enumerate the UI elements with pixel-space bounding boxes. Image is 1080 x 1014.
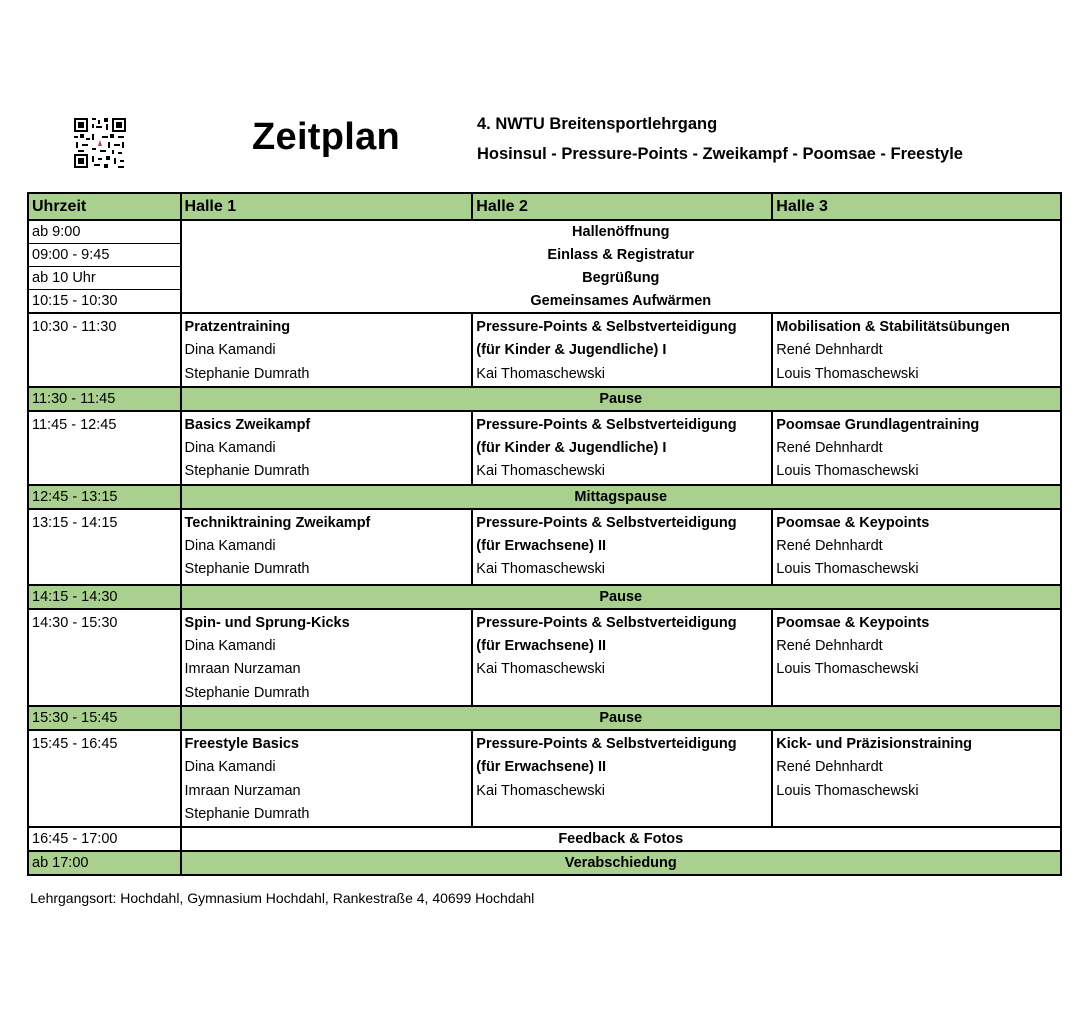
session-row bbox=[28, 509, 1061, 585]
trainer-name: Dina Kamandi bbox=[184, 342, 276, 359]
trainer-name: René Dehnhardt bbox=[776, 538, 883, 555]
break-label: Pause bbox=[181, 387, 1061, 411]
time-cell: ab 17:00 bbox=[28, 851, 181, 875]
break-label: Pause bbox=[181, 706, 1061, 730]
time-cell: 11:45 - 12:45 bbox=[28, 411, 181, 485]
time-cell: 10:30 - 11:30 bbox=[28, 313, 181, 387]
session-title: Freestyle Basics bbox=[184, 736, 299, 753]
break-row bbox=[28, 706, 1061, 730]
session-row bbox=[28, 313, 1061, 387]
qr-code-icon bbox=[74, 118, 126, 168]
page-title: Zeitplan bbox=[252, 116, 401, 158]
halle2-cell bbox=[472, 411, 772, 485]
trainer-name: René Dehnhardt bbox=[776, 759, 883, 776]
time-cell: 11:30 - 11:45 bbox=[28, 387, 181, 411]
table-row bbox=[28, 290, 1061, 314]
time-cell: ab 9:00 bbox=[28, 220, 181, 244]
halle3-cell bbox=[772, 313, 1061, 387]
event-name: 4. NWTU Breitensportlehrgang bbox=[477, 115, 718, 133]
halle1-cell bbox=[181, 411, 473, 485]
session-title: Poomsae & Keypoints bbox=[776, 514, 930, 531]
time-cell: 15:30 - 15:45 bbox=[28, 706, 181, 730]
trainer-name: Louis Thomaschewski bbox=[776, 782, 919, 799]
session-subtitle: (für Kinder & Jugendliche) I bbox=[476, 440, 667, 457]
session-subtitle: (für Erwachsene) II bbox=[476, 538, 607, 555]
trainer-name: Dina Kamandi bbox=[184, 440, 276, 457]
table-header-row bbox=[28, 193, 1061, 220]
trainer-name: Louis Thomaschewski bbox=[776, 365, 919, 382]
halle1-cell bbox=[181, 730, 473, 827]
trainer-name: Kai Thomaschewski bbox=[476, 561, 605, 578]
session-row bbox=[28, 411, 1061, 485]
event-topics: Hosinsul - Pressure-Points - Zweikampf - Poomsae - Freestyle bbox=[477, 145, 963, 163]
session-subtitle: (für Erwachsene) II bbox=[476, 759, 607, 776]
halle3-cell bbox=[772, 509, 1061, 585]
session-title: Techniktraining Zweikampf bbox=[184, 514, 371, 531]
time-cell: 16:45 - 17:00 bbox=[28, 827, 181, 851]
table-row bbox=[28, 827, 1061, 851]
trainer-name: René Dehnhardt bbox=[776, 638, 883, 655]
session-title: Pressure-Points & Selbstverteidigung bbox=[476, 614, 737, 631]
merged-cell: Feedback & Fotos bbox=[181, 827, 1061, 851]
break-row bbox=[28, 387, 1061, 411]
table-row bbox=[28, 220, 1061, 244]
trainer-name: Kai Thomaschewski bbox=[476, 365, 605, 382]
trainer-name: Dina Kamandi bbox=[184, 538, 276, 555]
session-row bbox=[28, 730, 1061, 827]
trainer-name: Imraan Nurzaman bbox=[184, 782, 301, 799]
trainer-name: Stephanie Dumrath bbox=[184, 365, 310, 382]
trainer-name: Kai Thomaschewski bbox=[476, 661, 605, 678]
trainer-name: Dina Kamandi bbox=[184, 759, 276, 776]
table-row bbox=[28, 851, 1061, 875]
merged-cell: Verabschiedung bbox=[181, 851, 1061, 875]
session-title: Poomsae Grundlagentraining bbox=[776, 416, 980, 433]
location-note: Lehrgangsort: Hochdahl, Gymnasium Hochdahl, Rankestraße 4, 40699 Hochdahl bbox=[30, 890, 535, 906]
session-subtitle: (für Kinder & Jugendliche) I bbox=[476, 342, 667, 359]
merged-cell: Einlass & Registratur bbox=[181, 244, 1061, 267]
schedule-table bbox=[27, 192, 1062, 876]
time-cell: 10:15 - 10:30 bbox=[28, 290, 181, 314]
session-title: Pressure-Points & Selbstverteidigung bbox=[476, 319, 737, 335]
trainer-name: René Dehnhardt bbox=[776, 342, 883, 359]
trainer-name: Stephanie Dumrath bbox=[184, 805, 310, 822]
break-label: Mittagspause bbox=[181, 485, 1061, 509]
trainer-name: Louis Thomaschewski bbox=[776, 661, 919, 678]
session-title: Mobilisation & Stabilitätsübungen bbox=[776, 319, 1010, 335]
column-header: Halle 2 bbox=[472, 193, 772, 220]
time-cell: 09:00 - 9:45 bbox=[28, 244, 181, 267]
trainer-name: René Dehnhardt bbox=[776, 440, 883, 457]
session-title: Pressure-Points & Selbstverteidigung bbox=[476, 416, 737, 433]
session-title: Spin- und Sprung-Kicks bbox=[184, 614, 350, 631]
table-row bbox=[28, 244, 1061, 267]
halle2-cell bbox=[472, 609, 772, 706]
trainer-name: Louis Thomaschewski bbox=[776, 463, 919, 480]
break-label: Pause bbox=[181, 585, 1061, 609]
session-title: Pratzentraining bbox=[184, 319, 291, 335]
trainer-name: Kai Thomaschewski bbox=[476, 782, 605, 799]
trainer-name: Stephanie Dumrath bbox=[184, 561, 310, 578]
session-subtitle: (für Erwachsene) II bbox=[476, 638, 607, 655]
merged-cell: Gemeinsames Aufwärmen bbox=[181, 290, 1061, 314]
session-row bbox=[28, 609, 1061, 706]
trainer-name: Stephanie Dumrath bbox=[184, 463, 310, 480]
halle2-cell bbox=[472, 730, 772, 827]
halle1-cell bbox=[181, 313, 473, 387]
column-header: Uhrzeit bbox=[28, 193, 181, 220]
time-cell: 12:45 - 13:15 bbox=[28, 485, 181, 509]
trainer-name: Dina Kamandi bbox=[184, 638, 276, 655]
halle1-cell bbox=[181, 509, 473, 585]
merged-cell: Hallenöffnung bbox=[181, 220, 1061, 244]
session-title: Basics Zweikampf bbox=[184, 416, 311, 433]
trainer-name: Louis Thomaschewski bbox=[776, 561, 919, 578]
session-title: Pressure-Points & Selbstverteidigung bbox=[476, 736, 737, 753]
halle3-cell bbox=[772, 609, 1061, 706]
halle2-cell bbox=[472, 509, 772, 585]
merged-cell: Begrüßung bbox=[181, 267, 1061, 290]
time-cell: 14:30 - 15:30 bbox=[28, 609, 181, 706]
table-row bbox=[28, 267, 1061, 290]
halle2-cell bbox=[472, 313, 772, 387]
break-row bbox=[28, 585, 1061, 609]
trainer-name: Stephanie Dumrath bbox=[184, 684, 310, 701]
time-cell: 15:45 - 16:45 bbox=[28, 730, 181, 827]
column-header: Halle 3 bbox=[772, 193, 1061, 220]
halle3-cell bbox=[772, 730, 1061, 827]
break-row bbox=[28, 485, 1061, 509]
session-title: Kick- und Präzisionstraining bbox=[776, 736, 973, 753]
halle3-cell bbox=[772, 411, 1061, 485]
time-cell: 13:15 - 14:15 bbox=[28, 509, 181, 585]
halle1-cell bbox=[181, 609, 473, 706]
trainer-name: Kai Thomaschewski bbox=[476, 463, 605, 480]
column-header: Halle 1 bbox=[181, 193, 473, 220]
time-cell: ab 10 Uhr bbox=[28, 267, 181, 290]
session-title: Pressure-Points & Selbstverteidigung bbox=[476, 514, 737, 531]
trainer-name: Imraan Nurzaman bbox=[184, 661, 301, 678]
session-title: Poomsae & Keypoints bbox=[776, 614, 930, 631]
time-cell: 14:15 - 14:30 bbox=[28, 585, 181, 609]
